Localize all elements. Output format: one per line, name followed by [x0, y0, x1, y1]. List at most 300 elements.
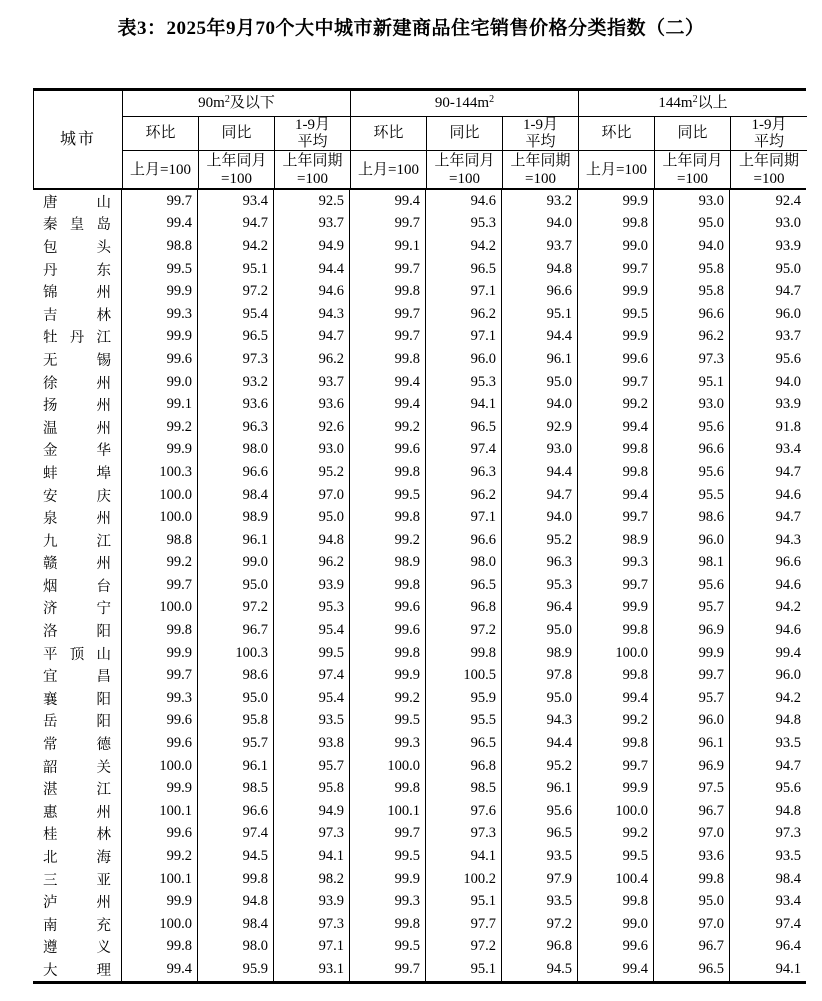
- city-name-char: 包: [43, 239, 58, 256]
- index-value: 93.0: [654, 190, 730, 213]
- index-value: 96.6: [426, 529, 502, 552]
- city-name: [33, 213, 122, 236]
- index-value: 99.8: [350, 777, 426, 800]
- table-row: [33, 506, 806, 529]
- index-value: 98.4: [198, 913, 274, 936]
- city-name-char: 洛: [43, 624, 58, 641]
- index-value: 93.1: [274, 958, 350, 981]
- city-name-char: 大: [43, 962, 58, 979]
- city-name-char: 吉: [43, 307, 58, 324]
- column-header-avg: [731, 117, 807, 151]
- city-name-char: 湛: [43, 782, 58, 799]
- city-name: [33, 823, 122, 846]
- index-value: 99.8: [654, 868, 730, 891]
- index-value: 97.0: [274, 484, 350, 507]
- city-name: [33, 190, 122, 213]
- index-value: 99.2: [122, 845, 198, 868]
- index-value: 98.1: [654, 552, 730, 575]
- index-value: 94.8: [775, 802, 801, 819]
- index-value: 100.0: [578, 642, 654, 665]
- table-row: [33, 393, 806, 416]
- index-value: 94.6: [775, 622, 801, 639]
- city-name-char: 遵: [43, 940, 58, 957]
- index-value: 99.8: [350, 574, 426, 597]
- index-value: 94.1: [775, 960, 801, 977]
- index-value: 99.8: [350, 348, 426, 371]
- index-value: 99.8: [122, 619, 198, 642]
- index-value: 99.7: [350, 303, 426, 326]
- table-row: [33, 574, 806, 597]
- index-value: 98.9: [350, 552, 426, 575]
- index-value: 95.2: [274, 461, 350, 484]
- city-name: [33, 348, 122, 371]
- index-value: 95.7: [274, 755, 350, 778]
- city-name-char: 岳: [43, 714, 58, 731]
- index-value: 96.8: [502, 936, 578, 959]
- index-value: 99.0: [198, 552, 274, 575]
- index-value: 97.1: [426, 280, 502, 303]
- city-name-char: 金: [43, 443, 58, 460]
- index-value: 99.7: [578, 506, 654, 529]
- base-avg-line1: 上年同期: [510, 152, 571, 169]
- city-name: [33, 280, 122, 303]
- index-value: 98.9: [578, 529, 654, 552]
- index-value: 98.9: [502, 642, 578, 665]
- index-value: 94.2: [775, 599, 801, 616]
- city-name-char: 台: [96, 578, 111, 595]
- index-value: 95.0: [654, 890, 730, 913]
- index-value: 91.8: [775, 418, 801, 435]
- city-name: [33, 642, 122, 665]
- index-value: 97.2: [198, 280, 274, 303]
- index-value: 95.5: [426, 710, 502, 733]
- index-value: 98.6: [198, 664, 274, 687]
- index-value: 94.4: [502, 732, 578, 755]
- column-header-city: 城市: [34, 91, 123, 188]
- index-value: 99.7: [654, 664, 730, 687]
- index-value: 94.7: [775, 757, 801, 774]
- index-value: 100.3: [198, 642, 274, 665]
- city-name-char: 州: [96, 285, 111, 302]
- index-value: 99.6: [578, 348, 654, 371]
- base-yoy: [427, 151, 503, 188]
- table-row: [33, 777, 806, 800]
- index-value: 95.0: [274, 506, 350, 529]
- city-name-char: 顶: [69, 646, 85, 663]
- index-value: 94.6: [274, 280, 350, 303]
- index-value: 95.0: [502, 371, 578, 394]
- index-value: 99.4: [122, 958, 198, 981]
- index-value: 99.8: [578, 461, 654, 484]
- city-name-char: 山: [96, 194, 111, 211]
- index-value: 95.1: [198, 258, 274, 281]
- base-avg: [503, 151, 579, 188]
- index-value: 99.8: [426, 642, 502, 665]
- index-value: 99.5: [350, 936, 426, 959]
- index-value: 94.0: [775, 373, 801, 390]
- index-value: 99.8: [350, 913, 426, 936]
- index-value: 99.8: [578, 732, 654, 755]
- city-name-char: 无: [43, 352, 58, 369]
- index-value: 99.9: [578, 777, 654, 800]
- index-value: 96.2: [654, 326, 730, 349]
- index-value: 94.3: [502, 710, 578, 733]
- index-value: 96.3: [198, 416, 274, 439]
- city-name-char: 宜: [43, 669, 58, 686]
- index-value: 98.8: [122, 529, 198, 552]
- index-value: 99.6: [122, 710, 198, 733]
- index-value: 93.6: [198, 393, 274, 416]
- index-value: 93.7: [502, 235, 578, 258]
- index-value: 94.8: [274, 529, 350, 552]
- city-name: [33, 619, 122, 642]
- city-name-char: 州: [96, 556, 111, 573]
- city-name: [33, 235, 122, 258]
- index-value: 95.8: [274, 777, 350, 800]
- index-value: 97.1: [274, 936, 350, 959]
- index-value: 95.0: [502, 687, 578, 710]
- city-name-char: 扬: [43, 398, 58, 415]
- city-name: [33, 597, 122, 620]
- index-value: 95.8: [654, 280, 730, 303]
- index-value: 99.5: [350, 845, 426, 868]
- column-group-144-above: [579, 91, 807, 117]
- index-value: 97.5: [654, 777, 730, 800]
- index-value: 95.7: [654, 597, 730, 620]
- table-row: [33, 213, 806, 236]
- city-name-char: 庆: [96, 488, 111, 505]
- index-value: 93.0: [654, 393, 730, 416]
- index-value: 96.5: [426, 416, 502, 439]
- city-name-char: 州: [96, 804, 111, 821]
- index-value: 99.4: [350, 371, 426, 394]
- city-name-char: 丹: [43, 262, 58, 279]
- index-value: 99.6: [350, 597, 426, 620]
- index-value: 98.4: [198, 484, 274, 507]
- index-value: 94.2: [775, 689, 801, 706]
- index-value: 99.0: [578, 235, 654, 258]
- index-value: 96.4: [775, 938, 801, 955]
- city-name-char: 三: [43, 872, 58, 889]
- base-mom: 上月=100: [123, 151, 199, 188]
- index-value: 96.0: [654, 529, 730, 552]
- city-name-char: 阳: [96, 691, 111, 708]
- index-value: 99.9: [350, 664, 426, 687]
- city-name-char: 泸: [43, 895, 58, 912]
- index-value: 97.7: [426, 913, 502, 936]
- index-value: 93.2: [198, 371, 274, 394]
- city-name-char: 烟: [43, 578, 58, 595]
- column-header-mom: 环比: [579, 117, 655, 151]
- index-value: 100.0: [122, 597, 198, 620]
- index-value: 99.7: [578, 258, 654, 281]
- city-name: [33, 416, 122, 439]
- index-value: 99.5: [350, 710, 426, 733]
- index-value: 100.4: [578, 868, 654, 891]
- column-header-mom: 环比: [351, 117, 427, 151]
- column-group-90-144: [351, 91, 579, 117]
- index-value: 95.6: [502, 800, 578, 823]
- avg-label-line1: 1-9月: [751, 117, 787, 133]
- city-name: [33, 258, 122, 281]
- city-name-char: 头: [96, 239, 111, 256]
- index-value: 98.0: [198, 936, 274, 959]
- index-value: 94.5: [198, 845, 274, 868]
- table-row: [33, 439, 806, 462]
- index-value: 99.9: [654, 642, 730, 665]
- index-value: 93.5: [274, 710, 350, 733]
- index-value: 99.9: [122, 642, 198, 665]
- city-name-char: 亚: [96, 872, 111, 889]
- city-name-char: 襄: [43, 691, 58, 708]
- index-value: 100.5: [426, 664, 502, 687]
- index-value: 99.8: [198, 868, 274, 891]
- city-name-char: 锡: [96, 352, 111, 369]
- base-yoy: [199, 151, 275, 188]
- index-value: 99.9: [122, 439, 198, 462]
- index-value: 93.0: [775, 215, 801, 232]
- city-name-char: 锦: [43, 285, 58, 302]
- index-value: 99.6: [122, 348, 198, 371]
- index-value: 99.4: [122, 213, 198, 236]
- index-value: 97.3: [654, 348, 730, 371]
- city-name-char: 理: [96, 962, 111, 979]
- index-value: 97.6: [426, 800, 502, 823]
- index-value: 95.1: [654, 371, 730, 394]
- index-value: 98.2: [274, 868, 350, 891]
- index-value: 98.4: [775, 870, 801, 887]
- city-name: [33, 664, 122, 687]
- index-value: 99.7: [350, 326, 426, 349]
- index-value: 96.9: [654, 755, 730, 778]
- index-value: 94.1: [274, 845, 350, 868]
- column-header-yoy: 同比: [655, 117, 731, 151]
- avg-label-line2: 平均: [753, 133, 784, 150]
- table-row: [33, 348, 806, 371]
- index-value: 98.0: [426, 552, 502, 575]
- index-value: 94.7: [502, 484, 578, 507]
- base-yoy-line2: =100: [449, 170, 480, 187]
- index-value: 99.3: [122, 303, 198, 326]
- index-value: 97.8: [502, 664, 578, 687]
- city-name-char: 九: [43, 533, 58, 550]
- table-row: [33, 732, 806, 755]
- city-name: [33, 710, 122, 733]
- index-value: 93.6: [654, 845, 730, 868]
- index-value: 96.5: [426, 574, 502, 597]
- index-value: 99.0: [122, 371, 198, 394]
- index-value: 93.4: [775, 441, 801, 458]
- index-value: 94.4: [502, 461, 578, 484]
- index-value: 94.7: [775, 283, 801, 300]
- index-value: 93.5: [502, 890, 578, 913]
- city-name-char: 州: [96, 895, 111, 912]
- index-value: 99.8: [350, 280, 426, 303]
- index-value: 100.0: [122, 506, 198, 529]
- index-value: 99.8: [578, 213, 654, 236]
- city-name-char: 东: [96, 262, 111, 279]
- city-name-char: 徐: [43, 375, 58, 392]
- index-value: 99.8: [122, 936, 198, 959]
- superscript-2: 2: [489, 93, 495, 105]
- table-row: [33, 664, 806, 687]
- table-row: [33, 687, 806, 710]
- index-value: 99.2: [350, 416, 426, 439]
- index-value: 96.5: [654, 958, 730, 981]
- index-value: 99.1: [122, 393, 198, 416]
- city-name: [33, 845, 122, 868]
- index-value: 99.4: [350, 190, 426, 213]
- index-value: 99.8: [578, 619, 654, 642]
- city-name-char: 泉: [43, 511, 58, 528]
- index-value: 93.8: [274, 732, 350, 755]
- superscript-2: 2: [224, 93, 230, 105]
- index-value: 95.6: [775, 350, 801, 367]
- index-value: 97.2: [426, 936, 502, 959]
- index-value: 96.7: [654, 936, 730, 959]
- city-name: [33, 303, 122, 326]
- index-value: 96.8: [426, 597, 502, 620]
- city-name: [33, 687, 122, 710]
- index-value: 97.4: [775, 915, 801, 932]
- table-body: [33, 190, 806, 984]
- avg-label-line2: 平均: [525, 133, 556, 150]
- index-value: 100.0: [122, 484, 198, 507]
- index-value: 96.5: [426, 258, 502, 281]
- index-value: 99.3: [122, 687, 198, 710]
- index-value: 93.5: [502, 845, 578, 868]
- city-name: [33, 936, 122, 959]
- index-value: 99.9: [122, 890, 198, 913]
- index-value: 97.3: [775, 825, 801, 842]
- city-name: [33, 326, 122, 349]
- city-name-char: 赣: [43, 556, 58, 573]
- index-value: 96.3: [502, 552, 578, 575]
- city-name-char: 江: [96, 330, 111, 347]
- index-value: 100.0: [350, 755, 426, 778]
- index-value: 99.9: [122, 777, 198, 800]
- city-name-char: 北: [43, 850, 58, 867]
- index-value: 97.3: [198, 348, 274, 371]
- index-value: 94.3: [274, 303, 350, 326]
- index-value: 97.4: [274, 664, 350, 687]
- index-value: 95.3: [426, 213, 502, 236]
- index-value: 93.6: [274, 393, 350, 416]
- base-yoy-line1: 上年同月: [662, 152, 723, 169]
- index-value: 94.3: [775, 531, 801, 548]
- index-value: 99.6: [350, 439, 426, 462]
- city-name-char: 海: [96, 850, 111, 867]
- index-value: 99.3: [350, 732, 426, 755]
- group-label-text: 及以下: [229, 95, 275, 111]
- index-value: 93.7: [274, 213, 350, 236]
- index-value: 99.7: [122, 664, 198, 687]
- index-value: 99.5: [350, 484, 426, 507]
- index-value: 96.6: [198, 461, 274, 484]
- index-value: 95.3: [502, 574, 578, 597]
- city-name-char: 温: [43, 420, 58, 437]
- index-value: 99.3: [350, 890, 426, 913]
- city-name: [33, 393, 122, 416]
- index-value: 100.1: [122, 800, 198, 823]
- group-label-text: 以上: [697, 95, 728, 111]
- base-mom: 上月=100: [579, 151, 655, 188]
- table-row: [33, 958, 806, 981]
- index-value: 93.2: [502, 190, 578, 213]
- avg-label-line2: 平均: [297, 133, 328, 150]
- index-value: 100.1: [350, 800, 426, 823]
- index-value: 96.2: [426, 484, 502, 507]
- index-value: 99.5: [274, 642, 350, 665]
- index-value: 97.4: [198, 823, 274, 846]
- index-value: 99.8: [350, 461, 426, 484]
- city-name-char: 阳: [96, 714, 111, 731]
- column-header-mom: 环比: [123, 117, 199, 151]
- index-value: 94.7: [274, 326, 350, 349]
- index-value: 95.7: [654, 687, 730, 710]
- table-row: [33, 416, 806, 439]
- index-value: 99.6: [122, 732, 198, 755]
- index-value: 99.5: [122, 258, 198, 281]
- index-value: 95.6: [775, 780, 801, 797]
- base-avg-line2: =100: [297, 170, 328, 187]
- index-value: 94.6: [775, 486, 801, 503]
- column-header-yoy: 同比: [199, 117, 275, 151]
- city-name: [33, 439, 122, 462]
- city-name-char: 牡: [43, 330, 58, 347]
- index-value: 95.8: [654, 258, 730, 281]
- index-value: 95.4: [274, 687, 350, 710]
- city-name-char: 德: [96, 737, 111, 754]
- index-value: 96.6: [654, 439, 730, 462]
- index-value: 99.8: [350, 642, 426, 665]
- city-name-char: 州: [96, 398, 111, 415]
- index-value: 93.5: [775, 848, 801, 865]
- index-value: 93.5: [775, 735, 801, 752]
- city-name: [33, 461, 122, 484]
- index-value: 94.2: [426, 235, 502, 258]
- city-name-char: 唐: [43, 194, 58, 211]
- index-value: 95.0: [654, 213, 730, 236]
- index-value: 95.4: [198, 303, 274, 326]
- city-name: [33, 484, 122, 507]
- index-value: 99.4: [578, 416, 654, 439]
- city-name: [33, 755, 122, 778]
- table-row: [33, 619, 806, 642]
- index-value: 99.7: [122, 190, 198, 213]
- index-value: 95.5: [654, 484, 730, 507]
- index-value: 94.5: [502, 958, 578, 981]
- city-name-char: 阳: [96, 624, 111, 641]
- city-name-char: 山: [96, 646, 111, 663]
- index-value: 100.3: [122, 461, 198, 484]
- index-value: 94.2: [198, 235, 274, 258]
- index-value: 99.8: [578, 664, 654, 687]
- index-value: 96.0: [654, 710, 730, 733]
- city-name: [33, 574, 122, 597]
- index-value: 96.0: [775, 667, 801, 684]
- index-value: 92.6: [274, 416, 350, 439]
- index-value: 99.2: [122, 552, 198, 575]
- index-value: 99.9: [578, 280, 654, 303]
- index-value: 92.9: [502, 416, 578, 439]
- city-name: [33, 371, 122, 394]
- index-value: 95.2: [502, 755, 578, 778]
- index-value: 96.1: [198, 755, 274, 778]
- table-row: [33, 710, 806, 733]
- price-index-table: [33, 88, 806, 984]
- index-value: 96.7: [198, 619, 274, 642]
